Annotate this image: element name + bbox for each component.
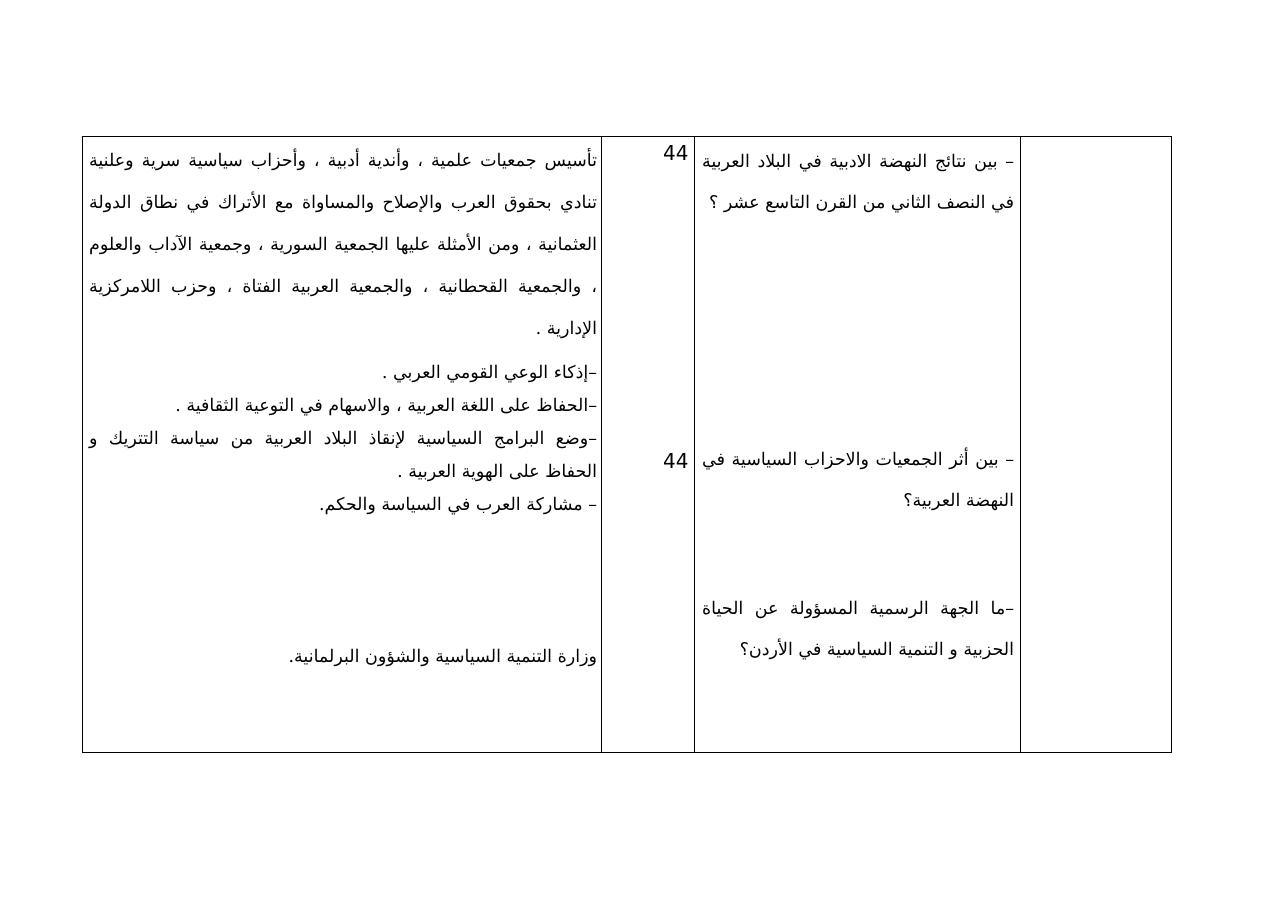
- answer-paragraph: تأسيس جمعيات علمية ، وأندية أدبية ، وأحزاب سياسية سرية وعلنية تنادي بحقوق العرب والإصلاح والمساواة مع الأتراك في نطاق الدولة العثمانية ، ومن الأمثلة عليها الجمعية السورية ، وجمعية الآداب والعلوم ، والجمعية القحطانية ، والجمعية العربية الفتاة ، وحزب اللامركزية الإدارية .: [89, 151, 597, 339]
- answer-point: –وضع البرامج السياسية لإنقاذ البلاد العربية من سياسة التتريك و الحفاظ على الهوية العربية .: [89, 429, 597, 482]
- answer-point: –إذكاء الوعي القومي العربي .: [381, 363, 597, 383]
- page-number-1: 44: [663, 141, 689, 165]
- column-divider: [694, 137, 695, 752]
- column-divider: [601, 137, 602, 752]
- answer-point: – مشاركة العرب في السياسة والحكم.: [318, 495, 597, 515]
- page-number-2: 44: [663, 449, 689, 473]
- answer-points: [89, 357, 597, 522]
- answer-ministry: وزارة التنمية السياسية والشؤون البرلمانية.: [288, 647, 597, 667]
- questions-table: [82, 136, 1172, 753]
- question-1: – بين نتائج النهضة الادبية في البلاد العربية في النصف الثاني من القرن التاسع عشر ؟: [702, 152, 1014, 213]
- question-2: – بين أثر الجمعيات والاحزاب السياسية في النهضة العربية؟: [702, 450, 1014, 511]
- column-divider: [1020, 137, 1021, 752]
- question-3: –ما الجهة الرسمية المسؤولة عن الحياة الحزبية و التنمية السياسية في الأردن؟: [702, 599, 1014, 660]
- answer-point: –الحفاظ على اللغة العربية ، والاسهام في التوعية الثقافية .: [175, 396, 597, 416]
